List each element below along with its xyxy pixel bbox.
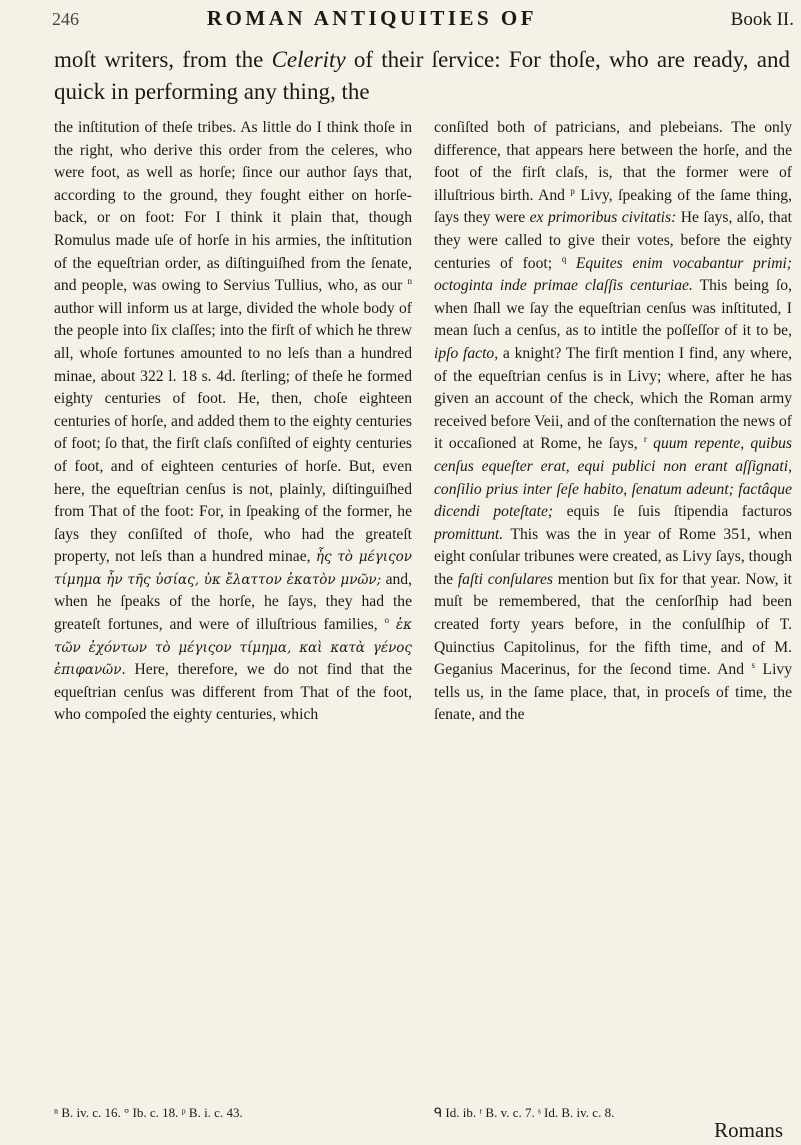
two-column-body	[54, 117, 792, 1105]
right-text-e: , a knight? The firſt mention I find, any where, of the equeſtrian cenſus is in Livy; where, after he has given an account of the check, which the Roman army received before Veii, and of the conſternation the news of it occaſioned at Rome, he ſays,	[434, 344, 792, 453]
greek-quote-2: ἐκ τῶν ἐχόντων τὸ μέγιςον τίμημα, καὶ κατὰ γένος ἐπιφανῶν.	[54, 617, 412, 679]
footnotes	[54, 1105, 792, 1121]
note-mark-r: r	[643, 434, 647, 445]
footnotes-left: ⁿ B. iv. c. 16. ° Ib. c. 18. ᵖ B. i. c. 43.	[54, 1105, 243, 1120]
latin-phrase-fasti: faſti conſulares	[457, 570, 553, 588]
lead-emphasis: Celerity	[271, 47, 346, 72]
lead-paragraph	[54, 44, 790, 107]
right-text-c: He ſays, alſo, that they were called to give their votes, before the eighty centuries of foot;	[434, 209, 792, 272]
latin-quote-3: quum repente, quibus cenſus equeſter erat, equi publici non erant aſſignati, conſilio prius inter ſeſe habito, ſenatum adeunt; factâque dicendi poteſtate;	[434, 435, 792, 521]
right-text-i: Livy tells us, in the ſame place, that, in proceſs of time, the ſenate, and the	[434, 661, 792, 724]
note-mark-q: q	[561, 253, 567, 264]
right-text-h: mention but ſix for that year. Now, it muſt be remembered, that the cenſorſhip had been created forty years before, in the conſulſhip of T. Quinctius Capitolinus, for the fifth time, and of M. Geganius Macerinus, for the ſecond time. And	[434, 570, 792, 679]
latin-word-promittunt: promittunt.	[434, 525, 504, 543]
latin-phrase-ipso-facto: ipſo facto	[434, 344, 495, 362]
right-text-b: Livy, ſpeaking of the ſame thing, ſays they were	[434, 186, 792, 227]
left-text-a: the inſtitution of theſe tribes. As little do I think thoſe in the right, who derive this order from the celeres, who were foot, as well as horſe; ſince our author ſays that, according to the ground, they fought either on horſe-back, or on foot: For I think it plain that, though Romulus made uſe of horſe in his armies, the inſtitution of the equeſtrian order, as diſtinguiſhed from the ſenate, and people, was owing to Servius Tullius, who, as our	[54, 119, 412, 295]
right-text-f: equis ſe ſuis ſtipendia facturos	[553, 503, 792, 521]
note-mark-n: n	[407, 275, 412, 286]
running-title: ROMAN ANTIQUITIES OF	[206, 6, 538, 30]
latin-quote-2: Equites enim vocabantur primi; octoginta inde primae claſſis centuriae.	[434, 254, 792, 295]
note-mark-o: o	[384, 614, 389, 625]
lead-text-2: of their ſervice: For thoſe, who are ready, and quick in performing any thing, the	[54, 47, 790, 104]
right-text-a: conſiſted both of patricians, and plebeians. The only difference, that appears here between the horſe, and the foot of the firſt claſs, is, that the former were of illuſtrious birth. And	[434, 119, 792, 204]
left-text-d: Here, therefore, we do not find that the equeſtrian cenſus was different from That of the foot, who compoſed the eighty centuries, which	[54, 661, 412, 724]
right-text-g: This was the in year of Rome 351, when eight conſular tribunes were created, as Livy ſays, though the	[434, 525, 792, 588]
book-reference: Book II.	[730, 9, 794, 30]
greek-quote-1: ἧς τὸ μέγιςον τίμημα ἦν τῆς ὐσίας, ὐκ ἔλαττον ἑκατὸν μνῶν;	[54, 549, 412, 588]
page-number: 246	[52, 9, 79, 29]
catchword: Romans	[714, 1118, 783, 1142]
left-text-c: and, when he ſpeaks of the horſe, he ſays, they had the greateſt fortunes, and were of illuſtrious families,	[54, 570, 412, 634]
right-column	[434, 117, 792, 1105]
note-mark-s: s	[751, 660, 756, 671]
left-column-text	[54, 117, 412, 727]
left-text-b: author will inform us at large, divided the whole body of the people into ſix claſſes; into the firſt of which he threw all, whoſe fortunes amounted to no leſs than a hundred minae, about 322 l. 18 s. 4d. ſterling; of theſe he formed eighty centuries of foot. He, then, choſe eighteen centuries of horſe, and added them to the eighty centuries of foot; ſo that, the firſt claſs conſiſted of eighty centuries of foot, and of eighteen centuries of horſe. But, even here, the equeſtrian cenſus is not, plainly, diſtinguiſhed from That of the foot: For, in ſpeaking of the former, he ſays they conſiſted of thoſe, who had the greateſt property, not leſs than a hundred minae,	[54, 299, 412, 566]
footnotes-right: ᑫ Id. ib. ʳ B. v. c. 7. ˢ Id. B. iv. c. 8.	[434, 1105, 615, 1120]
right-text-d: This being ſo, when ſhall we ſay the equeſtrian cenſus was inſtituted, I mean ſuch a cenſus, as to intitle the poſſeſſor of it to be,	[434, 277, 792, 340]
right-column-text	[434, 117, 792, 727]
running-header	[52, 6, 794, 42]
latin-quote-1: ex primoribus civitatis:	[529, 209, 677, 227]
note-mark-p: p	[570, 185, 575, 196]
lead-text-1: moſt writers, from the	[54, 47, 272, 72]
left-column	[54, 117, 412, 1105]
